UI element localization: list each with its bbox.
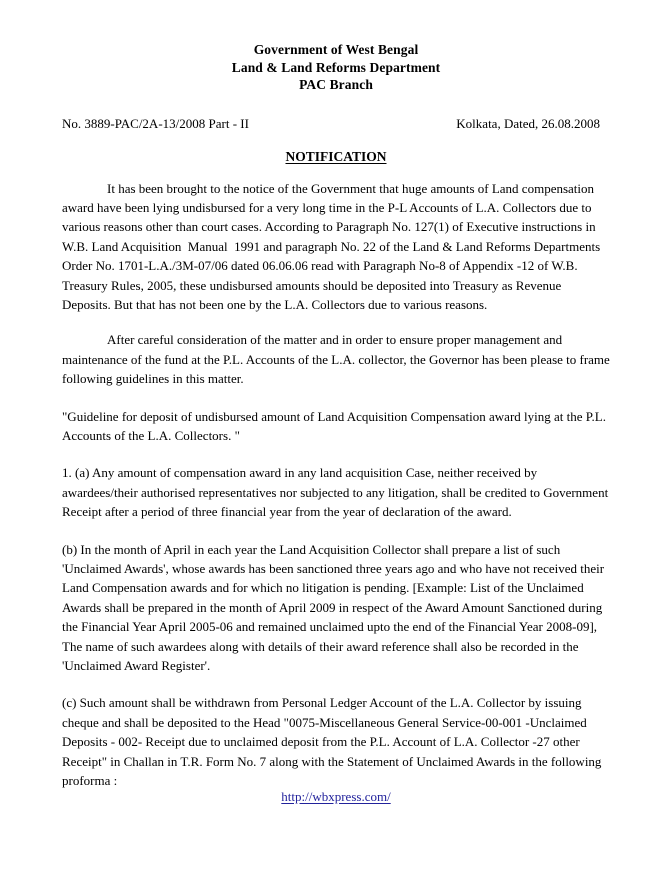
letterhead-line-government: Government of West Bengal <box>253 42 419 57</box>
paragraph-consideration: After careful consideration of the matter and in order to ensure proper management and maintenance of the fund at the P.L. Accounts of the L.A. collector, the Governor has been please to frame following guidelines in this matter. <box>62 332 614 387</box>
document-body <box>0 179 672 791</box>
paragraph-background: It has been brought to the notice of the Government that huge amounts of Land compensation award have been lying undisbursed for a very long time in the P-L Accounts of L.A. Collectors due to various reasons other than court cases. According to Paragraph No. 127(1) of Executive instructions in W.B. Land Acquisition Manual 1991 and paragraph No. 22 of the Land & Land Reforms Departments Order No. 1701-L.A./3M-07/06 dated 06.06.06 read with Paragraph No-8 of Appendix -12 of W.B. Treasury Rules, 2005, these undisbursed amounts should be deposited into Treasury as Revenue Deposits. But that has not been one by the L.A. Collectors due to various reasons. <box>62 180 604 312</box>
place-and-date: Kolkata, Dated, 26.08.2008 <box>456 115 600 131</box>
clause-1b: (b) In the month of April in each year the Land Acquisition Collector shall prepare a list of such 'Unclaimed Awards', whose awards has been sanctioned three years ago and who have not received their Land Compensation awards and for which no litigation is pending. [Example: List of the Unclaimed Awards shall be prepared in the month of April 2009 in respect of the Award Amount Sanctioned during the Financial Year April 2005-06 and remained unclaimed upto the end of the Financial Year 2008-09], The name of such awardees along with details of their award reference shall also be recorded in the 'Unclaimed Award Register'. <box>62 541 608 674</box>
clause-1a: 1. (a) Any amount of compensation award in any land acquisition Case, neither received by awardees/their authorised representatives nor subjected to any litigation, shall be credited to Government Receipt after a period of three financial year from the year of declaration of the award. <box>62 465 612 520</box>
page-title <box>0 148 672 166</box>
footer <box>0 788 672 806</box>
letterhead <box>0 0 672 94</box>
source-link[interactable]: http://wbxpress.com/ <box>281 789 391 804</box>
clause-1c: (c) Such amount shall be withdrawn from Personal Ledger Account of the L.A. Collector by issuing cheque and shall be deposited to the Head "0075-Miscellaneous General Service-00-001 -Unclaimed Deposits - 002- Receipt due to unclaimed deposit from the P.L. Account of L.A. Collector -27 other Receipt" in Challan in T.R. Form No. 7 along with the Statement of Unclaimed Awards in the following proforma : <box>62 695 605 789</box>
page-title-text: NOTIFICATION <box>285 148 387 164</box>
letterhead-line-department: Land & Land Reforms Department <box>231 59 441 75</box>
letterhead-line-branch: PAC Branch <box>299 77 373 92</box>
memo-number: No. 3889-PAC/2A-13/2008 Part - II <box>62 115 249 131</box>
guideline-heading: "Guideline for deposit of undisbursed amount of Land Acquisition Compensation award lying at the P.L. Accounts of the L.A. Collectors. " <box>62 408 609 443</box>
reference-row <box>0 115 672 132</box>
